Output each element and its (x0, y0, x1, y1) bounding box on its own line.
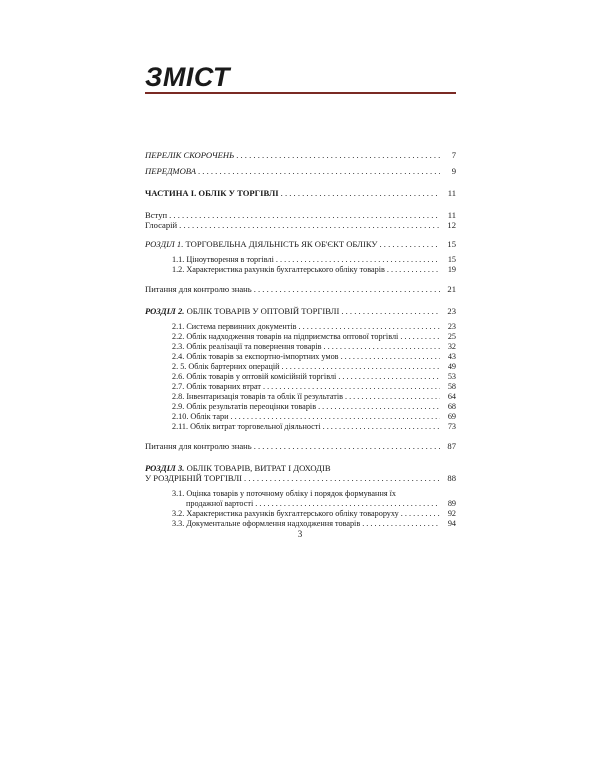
page-title: ЗМІСТ (145, 62, 230, 92)
table-of-contents (145, 150, 456, 529)
toc-item[interactable]: 2.3. Облік реалізації та повернення товарів . . . 32 (145, 342, 456, 352)
toc-entry-questions-2[interactable]: Питання для контролю знань . . . 87 (145, 441, 456, 451)
toc-item[interactable]: 2.2. Облік надходження товарів на підприємства оптової торгівлі . . . 25 (145, 332, 456, 342)
section-3-title-line2: У РОЗДРІБНІЙ ТОРГІВЛІ (145, 473, 243, 483)
toc-item[interactable]: 2.11. Облік витрат торговельної діяльності . . . 73 (145, 422, 456, 432)
toc-section-2[interactable]: РОЗДІЛ 2. ОБЛІК ТОВАРІВ У ОПТОВІЙ ТОРГІВЛІ . . . 23 (145, 306, 456, 316)
page-number: 3 (297, 529, 303, 539)
toc-item[interactable]: 2.7. Облік товарних втрат . . . 58 (145, 382, 456, 392)
section-2-title: ОБЛІК ТОВАРІВ У ОПТОВІЙ ТОРГІВЛІ (186, 306, 340, 316)
toc-entry-glossary[interactable]: Глосарій . . . 12 (145, 220, 456, 230)
toc-item[interactable]: 2. 5. Облік бартерних операцій . . . 49 (145, 362, 456, 372)
section-1-prefix: РОЗДІЛ 1. (145, 239, 184, 249)
toc-item[interactable]: 2.10. Облік тари . . . 69 (145, 412, 456, 422)
toc-item[interactable]: 1.2. Характеристика рахунків бухгалтерського обліку товарів . . . 19 (145, 265, 456, 275)
section-1-title: ТОРГОВЕЛЬНА ДІЯЛЬНІСТЬ ЯК ОБ'ЄКТ ОБЛІКУ (185, 239, 378, 249)
toc-section-1[interactable]: РОЗДІЛ 1. ТОРГОВЕЛЬНА ДІЯЛЬНІСТЬ ЯК ОБ'ЄКТ ОБЛІКУ . . . 15 (145, 239, 456, 249)
toc-item[interactable]: 2.9. Облік результатів переоцінки товарів . . . 68 (145, 402, 456, 412)
toc-item[interactable]: 3.2. Характеристика рахунків бухгалтерського обліку товароруху . . . 92 (145, 509, 456, 519)
toc-item[interactable]: 1.1. Ціноутворення в торгівлі . . . 15 (145, 255, 456, 265)
title-underline (145, 92, 456, 94)
toc-item[interactable]: 2.6. Облік товарів у оптовій комісійній торгівлі . . . 53 (145, 372, 456, 382)
toc-entry-preface[interactable]: ПЕРЕДМОВА . . . 9 (145, 166, 456, 176)
toc-section-3[interactable]: РОЗДІЛ 3. ОБЛІК ТОВАРІВ, ВИТРАТ І ДОХОДІВ У РОЗДРІБНІЙ ТОРГІВЛІ . . . 88 (145, 463, 456, 483)
toc-item[interactable]: 2.4. Облік товарів за експортно-імпортних умов . . . 43 (145, 352, 456, 362)
toc-entry-part1[interactable]: ЧАСТИНА I. ОБЛІК У ТОРГІВЛІ . . . 11 (145, 188, 456, 198)
toc-entry-questions-1[interactable]: Питання для контролю знань . . . 21 (145, 284, 456, 294)
toc-item[interactable]: 3.3. Документальне оформлення надходження товарів . . . 94 (145, 519, 456, 529)
section-3-title-line1: ОБЛІК ТОВАРІВ, ВИТРАТ І ДОХОДІВ (186, 463, 331, 473)
toc-entry-abbreviations[interactable]: ПЕРЕЛІК СКОРОЧЕНЬ . . . 7 (145, 150, 456, 160)
toc-item[interactable]: 2.8. Інвентаризація товарів та облік її результатів . . . 64 (145, 392, 456, 402)
section-3-prefix: РОЗДІЛ 3. (145, 463, 185, 473)
section-2-prefix: РОЗДІЛ 2. (145, 306, 185, 316)
toc-item[interactable]: 2.1. Система первинних документів . . . 23 (145, 322, 456, 332)
toc-entry-intro[interactable]: Вступ . . . 11 (145, 210, 456, 220)
toc-item[interactable]: 3.1. Оцінка товарів у поточному обліку і порядок формування їх продажної вартості . . . 89 (145, 489, 456, 509)
